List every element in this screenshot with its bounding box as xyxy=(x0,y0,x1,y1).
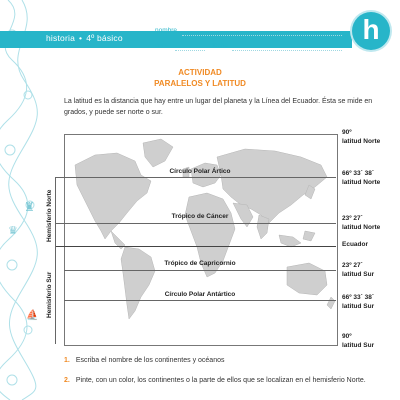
south-pole-text: latitud Sur xyxy=(342,341,375,349)
arctic-degrees: 66º 33´ 38´ xyxy=(342,170,375,177)
tropic-capricorn-degrees-label xyxy=(342,262,374,279)
activity-title: ACTIVIDAD xyxy=(178,68,222,77)
arctic-text: latitud Norte xyxy=(342,178,381,186)
antarctic-degrees: 66º 33´ 38´ xyxy=(342,294,375,301)
arctic-circle-degrees-label xyxy=(342,170,380,187)
tropic-cancer-degrees-label xyxy=(342,215,380,232)
logo-letter: h xyxy=(362,14,380,45)
course-field[interactable] xyxy=(175,50,205,51)
south-hemisphere-label: Hemisferio Sur xyxy=(46,271,53,318)
crown-icon: ♛ xyxy=(8,225,18,237)
course-label: curso xyxy=(155,42,171,49)
task-2-text: Pinte, con un color, los continentes o la parte de ellos que se localizan en el hemisferio Norte. xyxy=(75,377,366,384)
equator-line xyxy=(55,246,336,247)
logo xyxy=(352,12,390,50)
south-hemisphere-bracket xyxy=(55,246,56,344)
equator-label xyxy=(342,241,368,250)
activity-subtitle: PARALELOS Y LATITUD xyxy=(154,79,246,88)
statue-icon: ♜ xyxy=(24,200,35,214)
south-pole-degrees: 90º xyxy=(342,333,352,340)
cancer-degrees: 23º 27´ xyxy=(342,215,363,222)
grade-name: 4º básico xyxy=(86,33,123,43)
tropic-cancer-line xyxy=(55,223,336,224)
tropic-cancer-label: Trópico de Cáncer xyxy=(171,213,229,220)
decorative-border xyxy=(0,0,44,400)
cancer-text: latitud Norte xyxy=(342,223,381,231)
task-1-text: Escriba el nombre de los continentes y océanos xyxy=(75,357,225,364)
north-pole-text: latitud Norte xyxy=(342,137,381,145)
capricorn-degrees: 23º 27´ xyxy=(342,262,363,269)
task-1 xyxy=(64,356,384,366)
tropic-capricorn-line xyxy=(64,270,336,271)
north-pole-label xyxy=(342,129,380,146)
arctic-circle-label: Círculo Polar Ártico xyxy=(169,168,231,175)
task-2-number: 2. xyxy=(64,377,70,384)
antarctic-circle-line xyxy=(64,300,336,301)
north-hemisphere-bracket xyxy=(55,177,56,246)
capricorn-text: latitud Sur xyxy=(342,270,375,278)
arctic-circle-line xyxy=(55,177,336,178)
subject-name: historia xyxy=(46,33,76,43)
antarctic-text: latitud Sur xyxy=(342,302,375,310)
intro-paragraph: La latitud es la distancia que hay entre un lugar del planeta y la Línea del Ecuador. Ésta se mide en grados, y puede ser norte o sur. xyxy=(64,98,373,116)
date-field[interactable] xyxy=(232,50,342,51)
world-map xyxy=(64,134,338,346)
ship-icon: ⛵ xyxy=(26,310,39,321)
task-1-number: 1. xyxy=(64,357,70,364)
north-hemisphere-label: Hemisferio Norte xyxy=(46,189,53,242)
north-pole-degrees: 90º xyxy=(342,129,352,136)
subject-label: historia • 4º básico xyxy=(46,33,123,43)
antarctic-circle-label: Círculo Polar Antártico xyxy=(164,291,236,298)
tropic-capricorn-label: Trópico de Capricornio xyxy=(164,260,236,267)
name-field[interactable] xyxy=(182,35,342,36)
name-label: nombre xyxy=(155,27,178,34)
map-land xyxy=(65,135,337,345)
south-pole-label xyxy=(342,333,374,350)
equator-text: Ecuador xyxy=(342,241,369,248)
date-label: fecha xyxy=(212,42,228,49)
task-2 xyxy=(64,376,384,386)
antarctic-circle-degrees-label xyxy=(342,294,374,311)
